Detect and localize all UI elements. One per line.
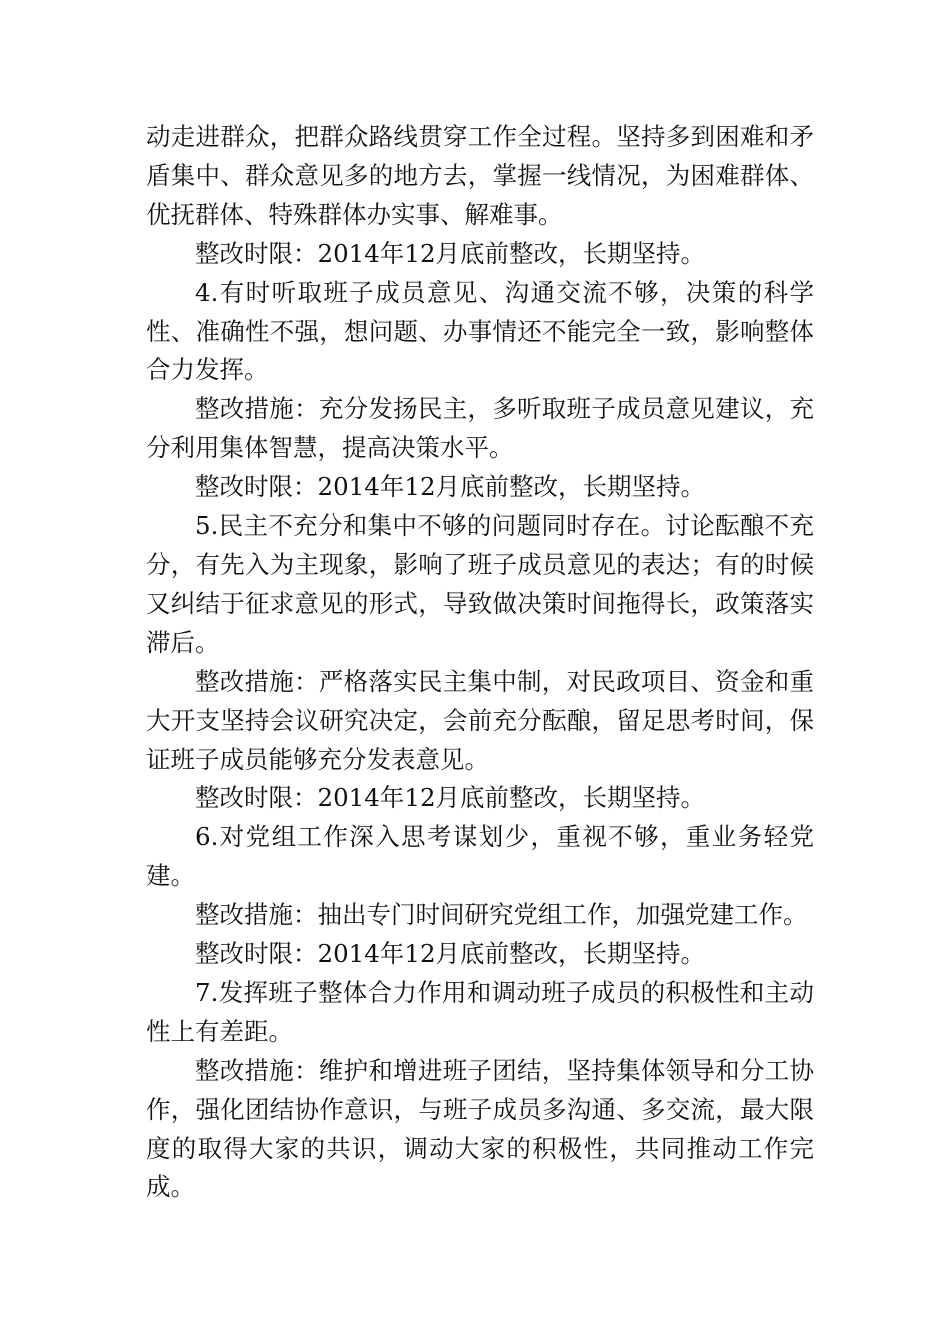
paragraph-deadline: 整改时限：2014年12月底前整改，长期坚持。 — [195, 238, 706, 268]
paragraph-measure-6: 整改措施：抽出专门时间研究党组工作，加强党建工作。 — [195, 900, 808, 930]
paragraph-measure-5: 整改措施：严格落实民主集中制，对民政项目、资金和重大开支坚持会议研究决定，会前充分酝酿，留足思考时间，保证班子成员能够充分发表意见。 — [146, 666, 814, 774]
paragraph-measure-4: 整改措施：充分发扬民主，多听取班子成员意见建议，充分利用集体智慧，提高决策水平。 — [146, 394, 814, 463]
paragraph-continuation: 动走进群众，把群众路线贯穿工作全过程。坚持多到困难和矛盾集中、群众意见多的地方去，掌握一线情况，为困难群体、优抚群体、特殊群体办实事、解难事。 — [146, 122, 814, 229]
paragraph-measure-7: 整改措施：维护和增进班子团结，坚持集体领导和分工协作，强化团结协作意识，与班子成员多沟通、多交流，最大限度的取得大家的共识，调动大家的积极性，共同推动工作完成。 — [146, 1055, 814, 1202]
paragraph-issue-6: 6.对党组工作深入思考谋划少，重视不够，重业务轻党建。 — [146, 822, 814, 891]
paragraph-deadline-6: 整改时限：2014年12月底前整改，长期坚持。 — [195, 939, 706, 969]
paragraph-issue-4: 4.有时听取班子成员意见、沟通交流不够，决策的科学性、准确性不强，想问题、办事情还不能完全一致，影响整体合力发挥。 — [146, 277, 814, 385]
document-body — [146, 118, 814, 1207]
paragraph-issue-7: 7.发挥班子整体合力作用和调动班子成员的积极性和主动性上有差距。 — [146, 977, 814, 1046]
paragraph-issue-5: 5.民主不充分和集中不够的问题同时存在。讨论酝酿不充分，有先入为主现象，影响了班子成员意见的表达；有的时候又纠结于征求意见的形式，导致做决策时间拖得长，政策落实滞后。 — [146, 511, 814, 657]
paragraph-deadline-5: 整改时限：2014年12月底前整改，长期坚持。 — [195, 783, 706, 813]
paragraph-deadline-4: 整改时限：2014年12月底前整改，长期坚持。 — [195, 472, 706, 502]
